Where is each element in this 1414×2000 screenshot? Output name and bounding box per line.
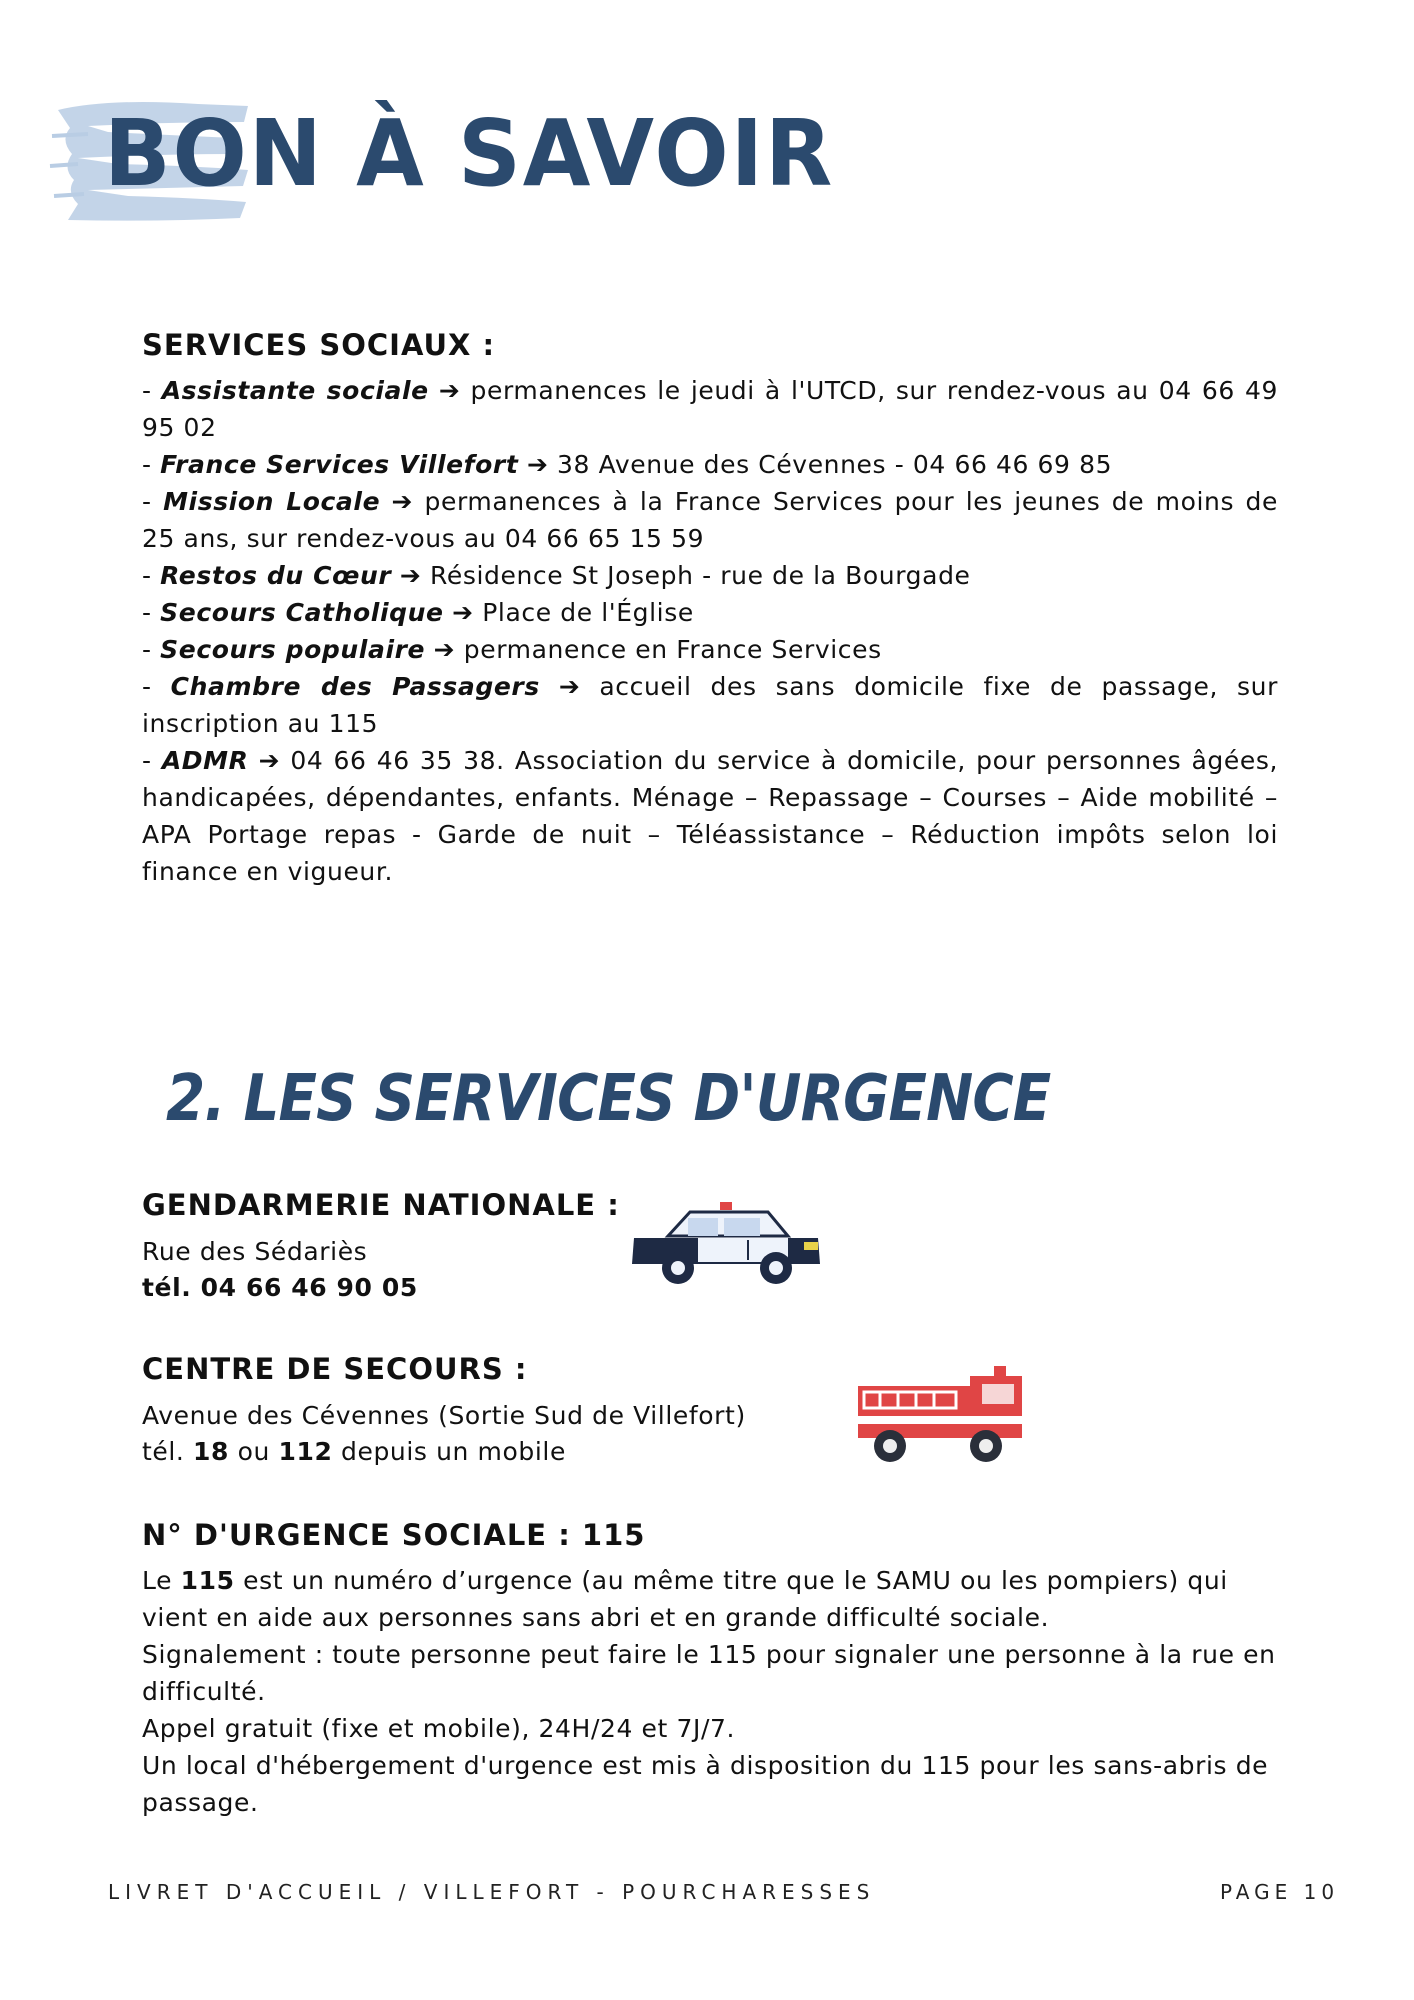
page-title: BON À SAVOIR xyxy=(104,100,835,207)
gendarmerie-heading: GENDARMERIE NATIONALE : xyxy=(142,1188,620,1222)
services-sociaux-list xyxy=(142,372,1278,890)
gendarmerie-address: Rue des Sédariès xyxy=(142,1237,368,1266)
list-item: - Assistante sociale ➔ permanences le jeudi à l'UTCD, sur rendez-vous au 04 66 49 95 02 xyxy=(142,376,1278,442)
urgence-sociale-p2: Signalement : toute personne peut faire le 115 pour signaler une personne à la rue en difficulté. xyxy=(142,1640,1276,1706)
urgence-sociale-block xyxy=(142,1518,1278,1821)
urgence-sociale-heading: N° D'URGENCE SOCIALE : 115 xyxy=(142,1518,646,1552)
list-item: - Mission Locale ➔ permanences à la France Services pour les jeunes de moins de 25 ans, sur rendez-vous au 04 66 65 15 59 xyxy=(142,487,1278,553)
centre-secours-phone: tél. 18 ou 112 depuis un mobile xyxy=(142,1437,566,1466)
list-item: - Secours populaire ➔ permanence en France Services xyxy=(142,635,882,664)
centre-secours-address: Avenue des Cévennes (Sortie Sud de Villefort) xyxy=(142,1401,746,1430)
centre-secours-heading: CENTRE DE SECOURS : xyxy=(142,1352,528,1386)
urgence-sociale-p1: Le 115 est un numéro d’urgence (au même titre que le SAMU ou les pompiers) qui vient en aide aux personnes sans abri et en grande difficulté sociale. xyxy=(142,1566,1228,1632)
gendarmerie-phone: tél. 04 66 46 90 05 xyxy=(142,1273,418,1302)
fire-truck-icon xyxy=(854,1364,1026,1468)
list-item: - Restos du Cœur ➔ Résidence St Joseph - rue de la Bourgade xyxy=(142,561,971,590)
police-car-icon xyxy=(628,1198,824,1290)
list-item: - Secours Catholique ➔ Place de l'Église xyxy=(142,598,694,627)
centre-secours-block xyxy=(142,1352,746,1470)
list-item: - France Services Villefort ➔ 38 Avenue des Cévennes - 04 66 46 69 85 xyxy=(142,450,1113,479)
list-item: - ADMR ➔ 04 66 46 35 38. Association du service à domicile, pour personnes âgées, handicapées, dépendantes, enfants. Ménage – Repassage – Courses – Aide mobilité – APA Portage repas - Garde de nuit – Téléassistance – Réduction impôts selon loi finance en vigueur. xyxy=(142,746,1279,886)
urgence-section-title: 2. LES SERVICES D'URGENCE xyxy=(166,1062,1051,1136)
footer-page-number: PAGE 10 xyxy=(1220,1880,1340,1904)
list-item: - Chambre des Passagers ➔ accueil des sans domicile fixe de passage, sur inscription au 115 xyxy=(142,672,1278,738)
gendarmerie-block xyxy=(142,1188,620,1306)
urgence-sociale-p3: Appel gratuit (fixe et mobile), 24H/24 et 7J/7. xyxy=(142,1714,736,1743)
urgence-sociale-p4: Un local d'hébergement d'urgence est mis à disposition du 115 pour les sans-abris de passage. xyxy=(142,1751,1269,1817)
services-sociaux-section xyxy=(142,328,1278,890)
footer-booklet-title: LIVRET D'ACCUEIL / VILLEFORT - POURCHARESSES xyxy=(108,1880,876,1904)
services-sociaux-heading: SERVICES SOCIAUX : xyxy=(142,328,496,362)
